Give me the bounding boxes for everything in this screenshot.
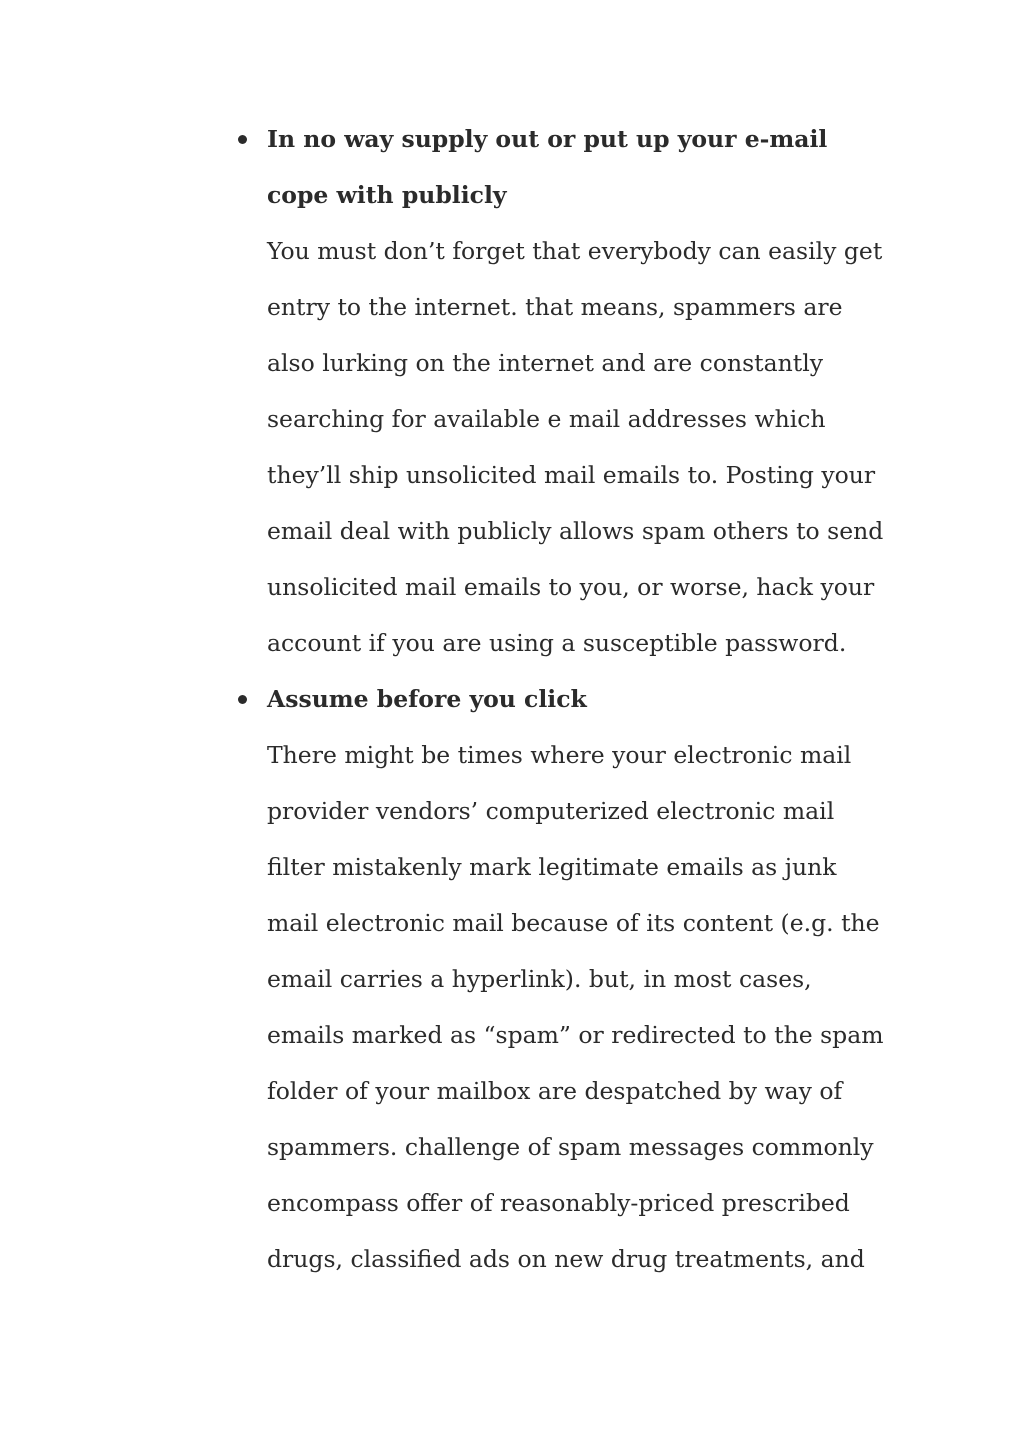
body-line: email carries a hyperlink). but, in most cases, [267, 965, 812, 993]
body-line: entry to the internet. that means, spammers are [267, 293, 843, 321]
body-line: There might be times where your electronic mail [267, 741, 852, 769]
body-line: mail electronic mail because of its content (e.g. the [267, 909, 880, 937]
bullet-icon [236, 671, 250, 727]
body-line: You must don’t forget that everybody can easily get [267, 237, 883, 265]
body-line: account if you are using a susceptible password. [267, 629, 847, 657]
body-line: provider vendors’ computerized electronic mail [267, 797, 835, 825]
body-line: they’ll ship unsolicited mail emails to. Posting your [267, 461, 876, 489]
body-line: unsolicited mail emails to you, or worse, hack your [267, 573, 875, 601]
body-line: folder of your mailbox are despatched by way of [267, 1077, 843, 1105]
heading-line: In no way supply out or put up your e-mail [267, 125, 828, 153]
body-line: drugs, classified ads on new drug treatments, and [267, 1245, 865, 1273]
heading-line: Assume before you click [267, 685, 587, 713]
bullet-icon [236, 111, 250, 167]
body-line: spammers. challenge of spam messages commonly [267, 1133, 874, 1161]
section-body [267, 727, 884, 1287]
body-line: also lurking on the internet and are constantly [267, 349, 824, 377]
body-line: filter mistakenly mark legitimate emails as junk [267, 853, 837, 881]
list-item [236, 111, 884, 671]
body-line: searching for available e mail addresses which [267, 405, 826, 433]
document-content [236, 111, 884, 1287]
section-heading [267, 671, 876, 727]
list-item [236, 671, 884, 1287]
body-line: encompass offer of reasonably-priced prescribed [267, 1189, 850, 1217]
section-heading [267, 111, 876, 223]
body-line: email deal with publicly allows spam others to send [267, 517, 884, 545]
section-body [267, 223, 884, 671]
body-line: emails marked as “spam” or redirected to the spam [267, 1021, 884, 1049]
heading-line: cope with publicly [267, 181, 507, 209]
